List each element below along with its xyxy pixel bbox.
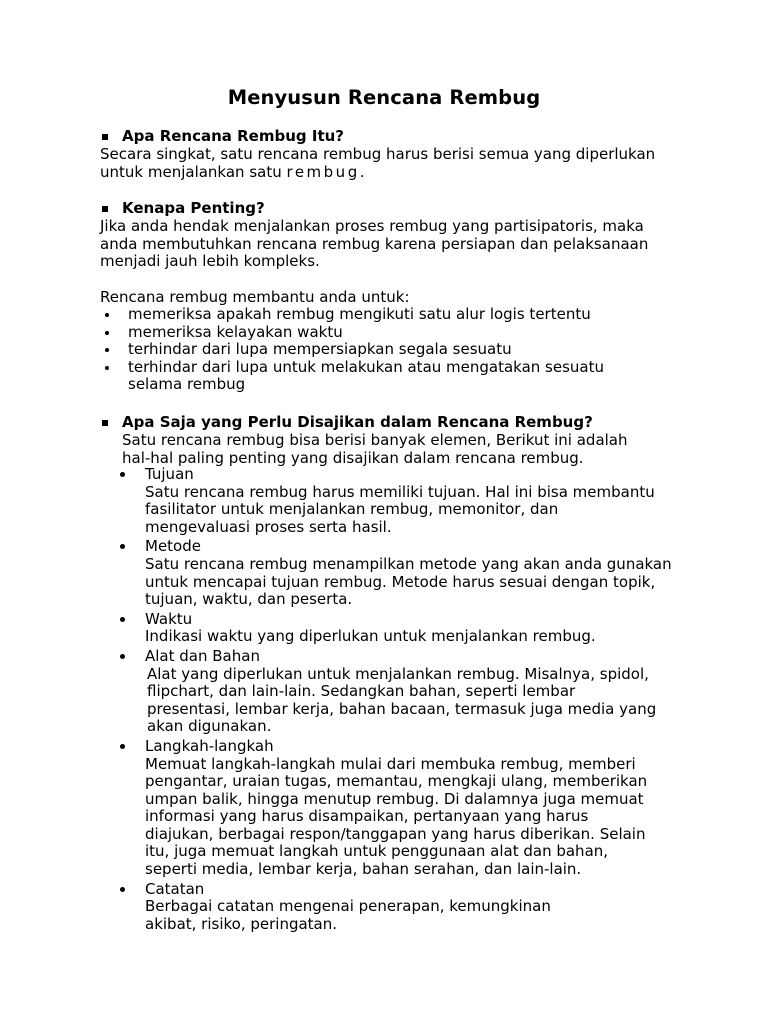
element-desc-line: tujuan, waktu, dan peserta. (145, 590, 353, 609)
section-contents (100, 414, 628, 467)
element-label: Tujuan (145, 465, 194, 483)
element-desc-line: itu, juga memuat langkah untuk penggunaan alat dan bahan, (145, 842, 609, 861)
section-heading (100, 414, 628, 432)
helps-intro (100, 289, 410, 307)
section-heading (100, 200, 648, 218)
list-item (100, 306, 604, 324)
section-what (100, 128, 655, 181)
element-item-waktu (120, 611, 750, 646)
paragraph-line: anda membutuhkan rencana rembug karena persiapan dan pelaksanaan (100, 234, 649, 253)
element-item-catatan (120, 881, 750, 934)
bullet-dot-icon (105, 348, 109, 352)
element-desc-line: presentasi, lembar kerja, bahan bacaan, termasuk juga media yang (147, 699, 657, 718)
element-desc-line: akan digunakan. (147, 717, 272, 736)
heading-text: Apa Rencana Rembug Itu? (122, 127, 344, 146)
bullet-dot-icon (120, 744, 125, 749)
paragraph-line: menjadi jauh lebih kompleks. (100, 252, 320, 271)
paragraph-line (100, 164, 655, 182)
list-item-text: memeriksa apakah rembug mengikuti satu alur logis tertentu (128, 305, 591, 323)
paragraph-line: Secara singkat, satu rencana rembug harus berisi semua yang diperlukan (100, 145, 656, 163)
bullet-dot-icon (105, 366, 109, 370)
list-item (100, 359, 604, 377)
list-item (100, 341, 604, 359)
element-desc-line: flipchart, dan lain-lain. Sedangkan bahan, seperti lembar (147, 682, 576, 701)
element-desc-line: akibat, risiko, peringatan. (145, 914, 338, 933)
element-label: Catatan (145, 879, 205, 898)
heading-text: Kenapa Penting? (122, 199, 265, 218)
bullet-dot-icon (105, 313, 109, 317)
line-text: untuk menjalankan satu (100, 162, 287, 181)
list-item-text: terhindar dari lupa mempersiapkan segala sesuatu (128, 340, 512, 359)
bullet-dot-icon (120, 654, 125, 659)
element-desc-line: umpan balik, hingga menutup rembug. Di dalamnya juga memuat (145, 789, 644, 808)
element-desc-line: seperti media, lembar kerja, bahan serahan, dan lain-lain. (145, 860, 582, 879)
element-item-metode (120, 538, 750, 608)
element-desc-line: fasilitator untuk menjalankan rembug, memonitor, dan (145, 500, 559, 519)
element-desc-line: pengantar, uraian tugas, memantau, mengkaji ulang, memberikan (145, 772, 648, 791)
list-item-continuation (100, 376, 604, 394)
element-desc-line: Memuat langkah-langkah mulai dari membuka rembug, memberi (145, 754, 636, 773)
section-heading (100, 128, 655, 146)
section-why (100, 200, 648, 271)
list-item-text: terhindar dari lupa untuk melakukan atau mengatakan sesuatu (128, 357, 605, 376)
element-desc-line: mengevaluasi proses serta hasil. (145, 517, 392, 536)
list-item-text: selama rembug (128, 375, 246, 394)
paragraph-line: Satu rencana rembug bisa berisi banyak elemen, Berikut ini adalah (122, 431, 628, 449)
element-desc-line: Satu rencana rembug harus memiliki tujuan. Hal ini bisa membantu (145, 482, 655, 501)
bullet-dot-icon (105, 331, 109, 335)
paragraph-line: hal-hal paling penting yang disajikan dalam rencana rembug. (122, 448, 584, 467)
element-label: Waktu (145, 609, 193, 628)
element-item-alat-bahan (120, 648, 750, 736)
bullet-dot-icon (120, 472, 125, 477)
square-bullet-icon (102, 206, 108, 212)
element-desc-line: Alat yang diperlukan untuk menjalankan rembug. Misalnya, spidol, (147, 664, 649, 683)
element-desc-line: Berbagai catatan mengenai penerapan, kemungkinan (145, 897, 551, 916)
spaced-word: rembug. (286, 162, 367, 181)
element-desc-line: informasi yang harus disampaikan, pertanyaan yang harus (145, 807, 589, 826)
list-item (100, 324, 604, 342)
paragraph-line: Rencana rembug membantu anda untuk: (100, 288, 410, 306)
helps-list (100, 306, 604, 394)
element-desc-line: untuk mencapai tujuan rembug. Metode harus sesuai dengan topik, (145, 572, 656, 591)
square-bullet-icon (102, 420, 108, 426)
heading-text: Apa Saja yang Perlu Disajikan dalam Rencana Rembug? (122, 413, 593, 432)
element-label: Langkah-langkah (145, 736, 274, 755)
bullet-dot-icon (120, 544, 125, 549)
document-title: Menyusun Rencana Rembug (227, 86, 541, 109)
bullet-dot-icon (120, 887, 125, 892)
bullet-dot-icon (120, 617, 125, 622)
paragraph-line: Jika anda hendak menjalankan proses rembug yang partisipatoris, maka (100, 217, 644, 235)
square-bullet-icon (102, 134, 108, 140)
element-desc-line: Satu rencana rembug menampilkan metode yang akan anda gunakan (145, 554, 672, 573)
element-item-langkah (120, 738, 750, 879)
element-item-tujuan (120, 466, 750, 536)
element-label: Metode (145, 537, 201, 556)
elements-list (120, 466, 750, 933)
element-desc-line: Indikasi waktu yang diperlukan untuk menjalankan rembug. (145, 627, 596, 646)
element-desc-line: diajukan, berbagai respon/tanggapan yang harus diberikan. Selain (145, 824, 646, 843)
list-item-text: memeriksa kelayakan waktu (128, 322, 343, 341)
element-label: Alat dan Bahan (145, 646, 260, 665)
